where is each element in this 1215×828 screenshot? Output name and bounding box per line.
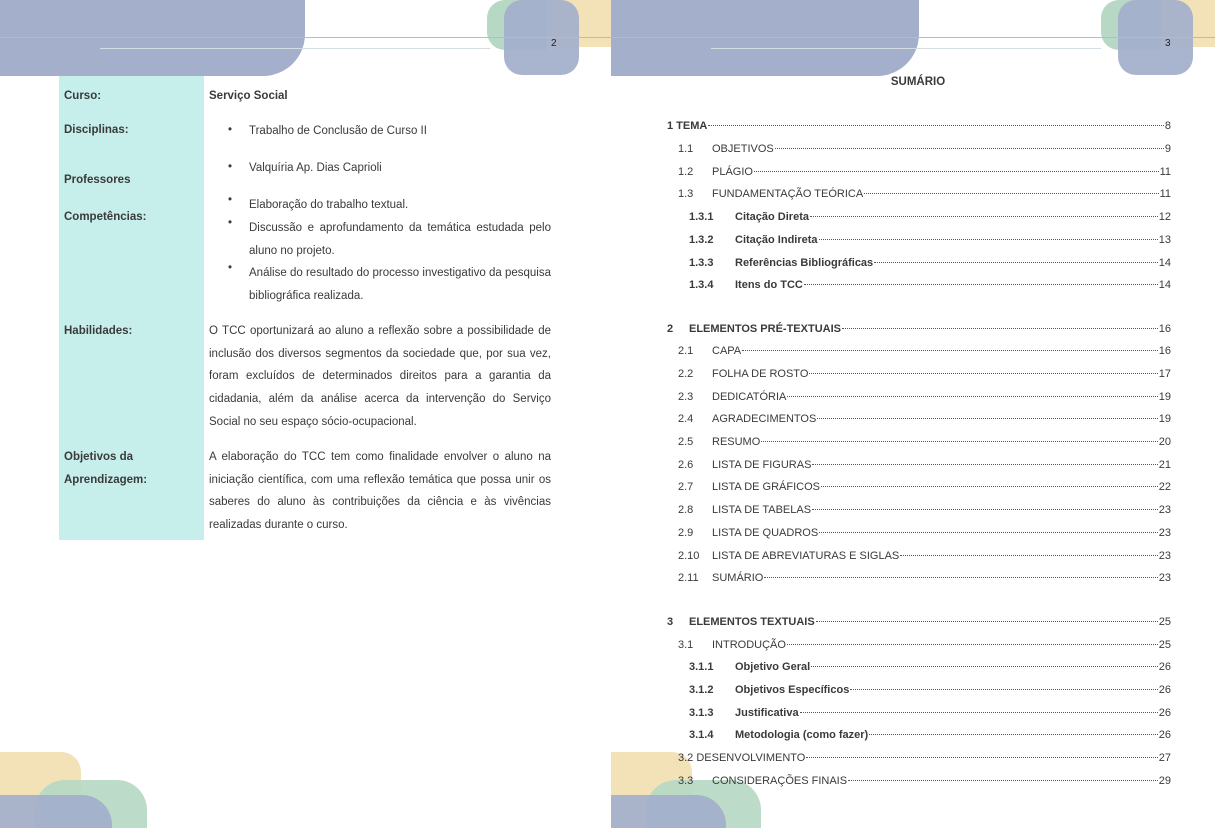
toc-entry[interactable] (689, 279, 1171, 297)
toc-entry[interactable] (667, 323, 1171, 341)
toc-entry-page: 25 (1158, 639, 1171, 651)
toc-leader-dots (821, 485, 1158, 487)
toc-entry-number: 3.1.4 (689, 729, 714, 741)
toc-entry-page: 22 (1158, 481, 1171, 493)
toc-entry[interactable] (678, 413, 1171, 431)
toc-entry[interactable] (689, 661, 1171, 679)
toc-entry-number: 2.2 (678, 368, 694, 380)
toc-entry[interactable] (689, 257, 1171, 275)
page-left: 2 Curso: Serviço Social Disciplinas: • Trabalho de Conclusão de Curso II • Valquíria Ap. Dias Caprioli Professores Competências: • Elaboração do trabalho textual. • Discussão e aprofundamento da temática estudada pelo aluno no projeto. • Análise do resultado do processo investigativo da pesquisa bibliográfica realizada. Habilidades: O TCC oportunizará ao aluno a reflexão sobre a possibilidade de inclusão dos diversos segmentos da sociedade que, por sua vez, foram excluídos de determinados direitos para a garantia da cidadania, além da análise acerca da intervenção do Serviço Social no seu espaço sócio-ocupacional. Objetivos da Aprendizagem: A elaboração do TCC tem como finalidade envolver o aluno na iniciação científica, com uma reflexão temática que possa unir os saberes do aluno às contribuições da ciência e às vivências realizadas durante o curso. (0, 0, 611, 828)
toc-leader-dots (754, 170, 1159, 172)
header-blue-shape (611, 0, 919, 76)
toc-leader-dots (900, 554, 1157, 556)
toc-entry[interactable] (689, 729, 1171, 747)
toc-entry-title: Metodologia (como fazer) (735, 729, 869, 741)
toc-entry[interactable] (678, 459, 1171, 477)
label-objetivos-line2: Aprendizagem: (64, 474, 148, 486)
toc-leader-dots (819, 531, 1158, 533)
toc-entry-number: 1.3 (678, 188, 694, 200)
toc-leader-dots (848, 779, 1158, 781)
toc-entry[interactable] (678, 188, 1171, 206)
toc-entry-number: 1.3.1 (689, 211, 714, 223)
label-objetivos-line1: Objetivos da (64, 451, 134, 463)
header-rule-2 (100, 48, 490, 49)
footer-blue-shape (0, 795, 112, 828)
toc-entry-page: 14 (1158, 279, 1171, 291)
toc-leader-dots (811, 665, 1158, 667)
toc-leader-dots (842, 327, 1158, 329)
toc-entry-title: Objetivos Específicos (735, 684, 850, 696)
toc-entry-page: 19 (1158, 413, 1171, 425)
toc-entry-number: 2.8 (678, 504, 694, 516)
toc-entry-number: 2.9 (678, 527, 694, 539)
toc-entry-number: 1.1 (678, 143, 694, 155)
toc-entry-title: Objetivo Geral (735, 661, 811, 673)
toc-entry-number: 2.1 (678, 345, 694, 357)
toc-leader-dots (708, 124, 1164, 126)
toc-entry-page: 23 (1158, 550, 1171, 562)
toc-entry-number: 2.6 (678, 459, 694, 471)
label-habilidades: Habilidades: (64, 325, 133, 337)
toc-entry-title: ELEMENTOS PRÉ-TEXTUAIS (689, 323, 841, 335)
toc-entry[interactable] (689, 211, 1171, 229)
toc-leader-dots (874, 261, 1158, 263)
toc-leader-dots (817, 417, 1157, 419)
toc-entry-title: CAPA (712, 345, 742, 357)
toc-entry-page: 25 (1158, 616, 1171, 628)
toc-entry-page: 16 (1158, 323, 1171, 335)
toc-entry-number: 3.2 DESENVOLVIMENTO (678, 752, 806, 764)
toc-leader-dots (761, 440, 1157, 442)
toc-entry-page: 26 (1158, 707, 1171, 719)
page-number: 3 (1165, 38, 1171, 49)
toc-entry[interactable] (678, 391, 1171, 409)
toc-entry-number: 3.1.2 (689, 684, 714, 696)
toc-entry[interactable] (689, 234, 1171, 252)
toc-entry-number: 2.7 (678, 481, 694, 493)
toc-entry-number: 1.3.4 (689, 279, 714, 291)
toc-leader-dots (810, 215, 1158, 217)
header-rule (0, 37, 611, 38)
text-objetivos: A elaboração do TCC tem como finalidade envolver o aluno na iniciação científica, com uma reflexão temática que possa unir os saberes do aluno às contribuições da ciência e às vivências realizadas durante o curso. (209, 451, 551, 532)
toc-entry[interactable] (678, 775, 1171, 793)
toc-entry-number: 2.5 (678, 436, 694, 448)
toc-entry-title: LISTA DE QUADROS (712, 527, 819, 539)
toc-entry-page: 9 (1164, 143, 1171, 155)
page-number: 2 (551, 38, 557, 49)
header-blue-shape (0, 0, 305, 76)
toc-leader-dots (775, 147, 1164, 149)
page-right (611, 0, 1215, 828)
toc-entry-number: 1.2 (678, 166, 694, 178)
toc-entry-page: 26 (1158, 729, 1171, 741)
toc-entry[interactable] (678, 481, 1171, 499)
toc-leader-dots (850, 688, 1157, 690)
toc-entry-title: Citação Indireta (735, 234, 818, 246)
toc-entry-title: RESUMO (712, 436, 761, 448)
toc-entry-title: OBJETIVOS (712, 143, 774, 155)
toc-entry-page: 26 (1158, 661, 1171, 673)
toc-leader-dots (812, 508, 1158, 510)
toc-entry-page: 21 (1158, 459, 1171, 471)
toc-leader-dots (809, 372, 1157, 374)
toc-entry-title: LISTA DE TABELAS (712, 504, 812, 516)
toc-leader-dots (800, 711, 1158, 713)
toc-leader-dots (806, 756, 1157, 758)
toc-entry-title: AGRADECIMENTOS (712, 413, 817, 425)
toc-entry[interactable] (678, 345, 1171, 363)
toc-entry-page: 16 (1158, 345, 1171, 357)
toc-leader-dots (764, 576, 1157, 578)
toc-entry-title: Justificativa (735, 707, 799, 719)
header-rule (611, 37, 1215, 38)
toc-entry-title: CONSIDERAÇÕES FINAIS (712, 775, 848, 787)
toc-entry-title: PLÁGIO (712, 166, 753, 178)
toc-leader-dots (819, 238, 1158, 240)
toc-entry-page: 11 (1159, 188, 1171, 200)
toc-entry[interactable] (678, 504, 1171, 522)
toc-entry-number: 1.3.3 (689, 257, 714, 269)
toc-entry-page: 13 (1158, 234, 1171, 246)
toc-entry-page: 14 (1158, 257, 1171, 269)
toc-entry-page: 27 (1158, 752, 1171, 764)
toc-entry[interactable] (678, 639, 1171, 657)
toc-entry-title: SUMÁRIO (712, 572, 764, 584)
toc-entry-title: INTRODUÇÃO (712, 639, 786, 651)
toc-entry[interactable] (689, 684, 1171, 702)
toc-leader-dots (869, 733, 1158, 735)
toc-leader-dots (812, 463, 1157, 465)
toc-entry-page: 23 (1158, 527, 1171, 539)
toc-entry-number: 3.1 (678, 639, 694, 651)
toc-entry-title: FOLHA DE ROSTO (712, 368, 809, 380)
toc-entry-title: FUNDAMENTAÇÃO TEÓRICA (712, 188, 864, 200)
label-disciplinas: Disciplinas: (64, 124, 129, 136)
toc-entry-title: Referências Bibliográficas (735, 257, 874, 269)
toc-entry-page: 26 (1158, 684, 1171, 696)
toc-entry-title: DEDICATÓRIA (712, 391, 787, 403)
label-competencias: Competências: (64, 211, 147, 223)
toc-entry-page: 23 (1158, 572, 1171, 584)
toc-entry-number: 1.3.2 (689, 234, 714, 246)
toc-entry[interactable] (667, 120, 1171, 138)
toc-entry-number: 3.3 (678, 775, 694, 787)
toc-entry[interactable] (667, 616, 1171, 634)
toc-entry-number: 2.11 (678, 572, 699, 584)
toc-entry[interactable] (678, 166, 1171, 184)
toc-entry-page: 20 (1158, 436, 1171, 448)
toc-entry-title: Citação Direta (735, 211, 809, 223)
toc-entry-number: 3.1.3 (689, 707, 714, 719)
text-habilidades: O TCC oportunizará ao aluno a reflexão sobre a possibilidade de inclusão dos diversos segmentos da sociedade que, por sua vez, foram excluídos de determinados direitos para a garantia da cidadania, além da análise acerca da intervenção do Serviço Social no seu espaço sócio-ocupacional. (209, 325, 551, 428)
toc-entry-title: LISTA DE ABREVIATURAS E SIGLAS (712, 550, 900, 562)
header-rule-2 (711, 48, 1101, 49)
toc-entry-page: 29 (1158, 775, 1171, 787)
toc-entry-page: 23 (1158, 504, 1171, 516)
toc-entry-number: 2 (667, 323, 674, 335)
toc-entry-number: 3.1.1 (689, 661, 714, 673)
toc-entry-page: 19 (1158, 391, 1171, 403)
toc-entry[interactable] (678, 572, 1171, 590)
toc-entry[interactable] (678, 550, 1171, 568)
toc-entry[interactable] (689, 707, 1171, 725)
toc-entry-number: 3 (667, 616, 674, 628)
toc-leader-dots (787, 395, 1157, 397)
toc-leader-dots (816, 620, 1158, 622)
toc-entry-title: Itens do TCC (735, 279, 803, 291)
toc-entry-number: 2.4 (678, 413, 694, 425)
toc-entry-page: 12 (1158, 211, 1171, 223)
label-curso: Curso: (64, 90, 102, 102)
toc-title: SUMÁRIO (890, 76, 946, 88)
toc-entry-page: 8 (1164, 120, 1171, 132)
toc-entry[interactable] (678, 752, 1171, 770)
toc-entry-title: LISTA DE FIGURAS (712, 459, 812, 471)
label-professores: Professores (64, 174, 131, 186)
toc-leader-dots (804, 283, 1158, 285)
toc-entry-page: 17 (1158, 368, 1171, 380)
toc-leader-dots (864, 192, 1158, 194)
value-curso: Serviço Social (209, 90, 288, 102)
toc-entry-number: 2.3 (678, 391, 694, 403)
toc-entry[interactable] (678, 368, 1171, 386)
toc-entry[interactable] (678, 436, 1171, 454)
toc-leader-dots (742, 349, 1158, 351)
toc-entry[interactable] (678, 143, 1171, 161)
toc-entry-page: 11 (1159, 166, 1171, 178)
toc-entry-title: LISTA DE GRÁFICOS (712, 481, 820, 493)
footer-blue-shape (611, 795, 726, 828)
toc-leader-dots (787, 643, 1158, 645)
toc-entry-title: ELEMENTOS TEXTUAIS (689, 616, 815, 628)
toc-entry[interactable] (678, 527, 1171, 545)
toc-entry-number: 2.10 (678, 550, 700, 562)
toc-entry-number: 1 TEMA (667, 120, 708, 132)
